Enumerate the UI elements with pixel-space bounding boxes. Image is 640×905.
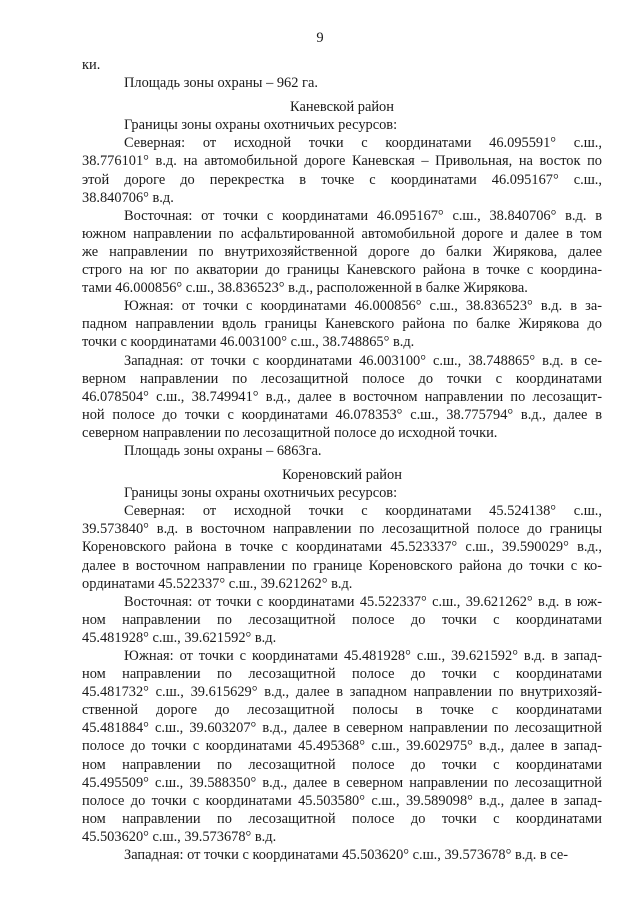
text-line: ки. <box>82 57 101 73</box>
text-line: Южная: от точки с координатами 46.000856° с.ш., 38.836523° в.д. в за- <box>124 298 602 315</box>
text-line: Западная: от точки с координатами 45.503620° с.ш., 39.573678° в.д. в се- <box>124 847 569 864</box>
text-line: 45.503620° с.ш., 39.573678° в.д. <box>82 828 277 845</box>
paragraph <box>82 134 602 206</box>
text-line: 39.573840° в.д. в восточном направлении по лесозащитной полосе до границы <box>82 521 602 538</box>
text-line: 45.495509° с.ш., 39.588350° в.д., далее в северном направлении по лесозащитной <box>82 774 602 791</box>
text-line: Восточная: от точки с координатами 45.522337° с.ш., 39.621262° в.д. в юж- <box>124 593 602 610</box>
text-line: падном направлении вдоль границы Каневского района по балке Жирякова до <box>82 316 602 333</box>
text-line: южном направлении по асфальтированной автомобильной дороге и далее в том <box>82 225 602 242</box>
text-line: ственной дороге до лесозащитной полосы в точке с координатами <box>82 702 602 719</box>
text-line: северном направлении по лесозащитной полосе до исходной точки. <box>82 424 498 441</box>
paragraph <box>82 352 602 442</box>
section-heading: Каневской район <box>290 99 394 116</box>
text-line: точки с координатами 46.003100° с.ш., 38.748865° в.д. <box>82 334 415 351</box>
text-line: Западная: от точки с координатами 46.003100° с.ш., 38.748865° в.д. в се- <box>124 352 602 369</box>
text-line: Южная: от точки с координатами 45.481928° с.ш., 39.621592° в.д. в запад- <box>124 648 602 664</box>
text-line: тами 46.000856° с.ш., 38.836523° в.д., расположенной в балке Жирякова. <box>82 280 528 297</box>
text-line: верном направлении по лесозащитной полосе до точки с координатами <box>82 370 602 387</box>
text-line: далее в восточном направлении по границе Кореновского района до точки с ко- <box>82 557 602 574</box>
text-line: 45.481884° с.ш., 39.603207° в.д., далее в северном направлении по лесозащитной <box>82 720 602 737</box>
text-line: полосе до точки с координатами 45.503580° с.ш., 39.589098° в.д., далее в запад- <box>82 792 602 809</box>
text-line: 38.840706° в.д. <box>82 189 174 206</box>
document-body <box>82 56 602 864</box>
text-line: ном направлении по лесозащитной полосе до точки с координатами <box>82 810 602 827</box>
section-heading: Кореновский район <box>282 467 402 484</box>
text-line: ном направлении по лесозащитной полосе до точки с координатами <box>82 756 602 773</box>
paragraph <box>82 297 602 351</box>
text-line: 45.481928° с.ш., 39.621592° в.д. <box>82 629 277 646</box>
text-line: 46.078504° с.ш., 38.749941° в.д., далее в восточном направлении по лесозащит- <box>82 388 602 405</box>
text-line: Восточная: от точки с координатами 46.095167° с.ш., 38.840706° в.д. в <box>124 207 602 224</box>
text-line: строго на юг по акватории до границы Каневского района в точке с координа- <box>82 262 602 279</box>
text-line: Площадь зоны охраны – 6863га. <box>124 442 322 459</box>
paragraph <box>82 593 602 647</box>
text-line: ной полосе до точки с координатами 46.078353° с.ш., 38.775794° в.д., далее в <box>82 406 602 423</box>
text-line: 45.481732° с.ш., 39.615629° в.д., далее в западном направлении по внутрихозяй- <box>82 684 602 701</box>
page-number: 9 <box>316 30 324 46</box>
text-line: Северная: от исходной точки с координатами 45.524138° с.ш., <box>124 503 602 520</box>
paragraph <box>82 502 602 592</box>
text-line: Северная: от исходной точки с координатами 46.095591° с.ш., <box>124 135 602 152</box>
text-line: Границы зоны охраны охотничьих ресурсов: <box>124 485 398 502</box>
text-line: ординатами 45.522337° с.ш., 39.621262° в.д. <box>82 575 353 592</box>
paragraph <box>82 207 602 297</box>
text-line: же направлении по внутрихозяйственной дороге до балки Жирякова, далее <box>82 243 602 260</box>
text-line: Площадь зоны охраны – 962 га. <box>124 75 318 92</box>
text-line: этой дороге до перекрестка в точке с координатами 46.095167° с.ш., <box>82 171 602 188</box>
text-line: 38.776101° в.д. на автомобильной дороге Каневская – Привольная, на восток по <box>82 153 602 170</box>
text-line: полосе до точки с координатами 45.495368° с.ш., 39.602975° в.д., далее в запад- <box>82 738 602 755</box>
text-line: ном направлении по лесозащитной полосе до точки с координатами <box>82 611 602 628</box>
paragraph <box>82 846 602 864</box>
text-line: ном направлении по лесозащитной полосе до точки с координатами <box>82 666 602 683</box>
paragraph <box>82 647 602 846</box>
text-line: Кореновского района в точке с координатами 45.523337° с.ш., 39.590029° в.д., <box>82 539 602 556</box>
text-line: Границы зоны охраны охотничьих ресурсов: <box>124 117 398 134</box>
